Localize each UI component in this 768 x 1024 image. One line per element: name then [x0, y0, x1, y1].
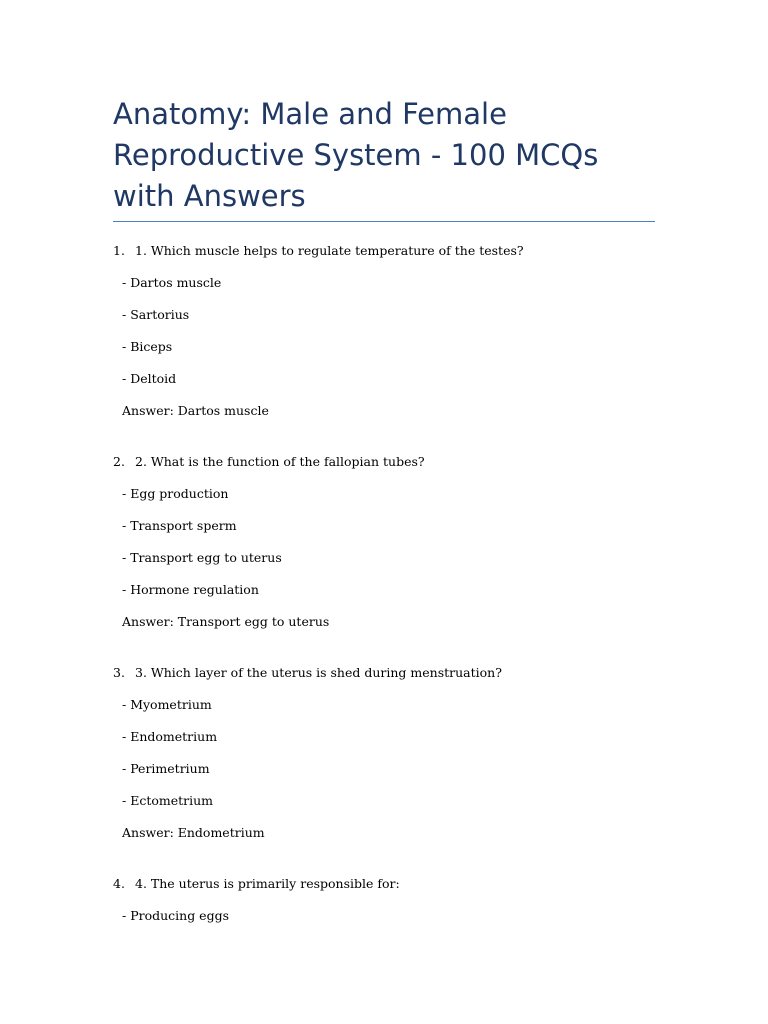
question-text: 3. Which layer of the uterus is shed during menstruation? [135, 665, 502, 680]
question-line [113, 240, 673, 272]
question-line [113, 662, 673, 694]
answer-option: - Transport egg to uterus [122, 550, 282, 565]
correct-answer: Answer: Dartos muscle [122, 403, 269, 418]
answer-option: - Egg production [122, 486, 229, 501]
answer-option: - Ectometrium [122, 793, 214, 808]
answer-option: - Deltoid [122, 371, 177, 386]
question-number: 4. [113, 876, 125, 891]
document-title: Anatomy: Male and Female Reproductive System - 100 MCQs with Answers [113, 97, 599, 213]
question-item [113, 662, 673, 854]
question-line [113, 451, 673, 483]
answer-option: - Myometrium [122, 697, 212, 712]
answer-option: - Hormone regulation [122, 582, 259, 597]
question-list [113, 240, 673, 956]
correct-answer: Answer: Transport egg to uterus [122, 614, 330, 629]
question-number: 3. [113, 665, 125, 680]
title-underline [113, 221, 655, 222]
answer-option: - Dartos muscle [122, 275, 222, 290]
question-text: 1. Which muscle helps to regulate temperature of the testes? [135, 243, 524, 258]
answer-option: - Biceps [122, 339, 173, 354]
answer-option: - Sartorius [122, 307, 190, 322]
answer-option: - Perimetrium [122, 761, 210, 776]
answer-option: - Transport sperm [122, 518, 237, 533]
question-item [113, 873, 673, 937]
correct-answer: Answer: Endometrium [122, 825, 265, 840]
answer-option: - Endometrium [122, 729, 218, 744]
question-text: 4. The uterus is primarily responsible for: [135, 876, 400, 891]
question-item [113, 451, 673, 643]
answer-option: - Producing eggs [122, 908, 230, 923]
question-number: 1. [113, 243, 125, 258]
question-number: 2. [113, 454, 125, 469]
question-item [113, 240, 673, 432]
question-line [113, 873, 673, 905]
question-text: 2. What is the function of the fallopian tubes? [135, 454, 425, 469]
